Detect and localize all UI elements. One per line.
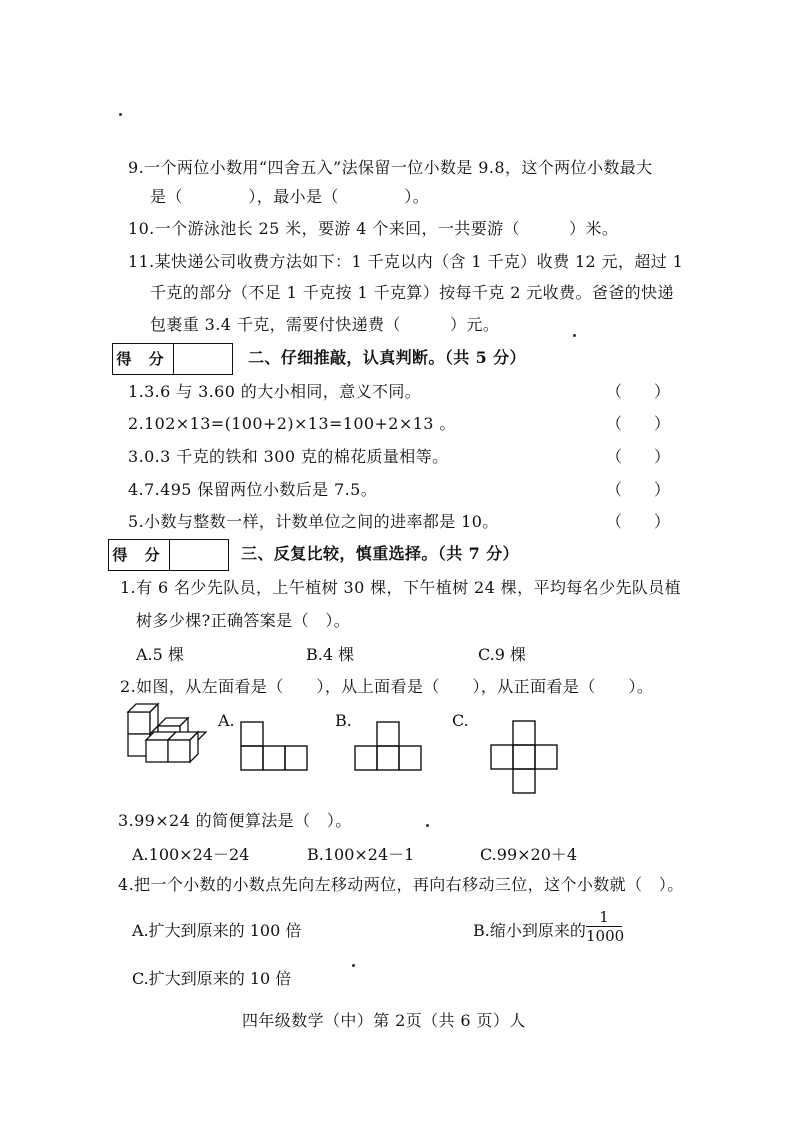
choice-question-4: 4.把一个小数的小数点先向左移动两位，再向右移动三位，这个小数就（ ）。 [118,875,684,894]
score-blank[interactable] [174,344,232,374]
judge-answer-4[interactable]: （ ） [606,480,671,499]
question-9-line-2: 是（ ），最小是（ ）。 [150,187,430,206]
judge-item-1: 1.3.6 与 3.60 的大小相同，意义不同。 [128,382,422,401]
judge-answer-1[interactable]: （ ） [606,382,671,401]
section-2-title: 二、仔细推敲，认真判断。（共 5 分） [248,348,526,367]
choice-question-1-line-2: 树多少棵?正确答案是（ ）。 [136,611,351,630]
q1-option-b[interactable]: B.4 棵 [306,645,355,664]
scan-speck [426,824,429,827]
score-blank[interactable] [170,540,228,570]
question-11-line-3: 包裹重 3.4 千克，需要付快递费（ ）元。 [150,315,500,334]
q1-option-a[interactable]: A.5 棵 [136,645,184,664]
scan-speck [119,113,122,116]
cube-stack-figure [126,700,210,766]
question-9-line-1: 9.一个两位小数用“四舍五入”法保留一位小数是 9.8，这个两位小数最大 [128,158,653,177]
section-3-title: 三、反复比较，慎重选择。（共 7 分） [241,544,519,563]
q2-label-a[interactable]: A. [218,711,235,730]
question-11-line-2: 千克的部分（不足 1 千克按 1 千克算）按每千克 2 元收费。爸爸的快递 [150,283,674,302]
choice-question-2: 2.如图，从左面看是（ ），从上面看是（ ），从正面看是（ ）。 [120,677,654,696]
view-c-figure [489,720,561,796]
q3-option-b[interactable]: B.100×24－1 [307,845,415,864]
fraction-denominator: 1000 [586,927,625,945]
q1-option-c[interactable]: C.9 棵 [478,645,527,664]
score-label: 得 分 [109,540,170,570]
view-b-figure [354,721,424,771]
score-box-section-3 [108,539,229,571]
judge-item-4: 4.7.495 保留两位小数后是 7.5。 [128,480,378,499]
q3-option-a[interactable]: A.100×24－24 [132,845,250,864]
question-10: 10.一个游泳池长 25 米，要游 4 个来回，一共要游（ ）米。 [128,219,619,238]
fraction-one-thousandth [586,908,625,945]
score-label: 得 分 [113,344,174,374]
question-11-line-1: 11.某快递公司收费方法如下：1 千克以内（含 1 千克）收费 12 元，超过 1 [128,252,684,271]
choice-question-1-line-1: 1.有 6 名少先队员，上午植树 30 棵，下午植树 24 棵，平均每名少先队员植 [120,578,682,597]
q3-option-c[interactable]: C.99×20＋4 [480,845,578,864]
judge-answer-2[interactable]: （ ） [606,414,671,433]
judge-item-2: 2.102×13=(100+2)×13=100+2×13 。 [128,414,456,433]
judge-item-3: 3.0.3 千克的铁和 300 克的棉花质量相等。 [128,447,449,466]
q4-option-c[interactable]: C.扩大到原来的 10 倍 [132,969,292,988]
judge-answer-3[interactable]: （ ） [606,447,671,466]
q2-label-b[interactable]: B. [335,711,352,730]
judge-answer-5[interactable]: （ ） [606,512,671,531]
fraction-numerator: 1 [599,908,609,926]
view-a-figure [240,721,310,771]
choice-question-3: 3.99×24 的简便算法是（ ）。 [118,811,352,830]
scan-speck [573,334,576,337]
q2-label-c[interactable]: C. [452,711,469,730]
scan-speck [352,964,355,967]
page-footer: 四年级数学（中）第 2页（共 6 页）人 [242,1011,526,1030]
judge-item-5: 5.小数与整数一样，计数单位之间的进率都是 10。 [128,512,499,531]
score-box-section-2 [112,343,233,375]
q4-option-b[interactable]: B.缩小到原来的 [473,921,586,940]
q4-option-a[interactable]: A.扩大到原来的 100 倍 [132,921,302,940]
